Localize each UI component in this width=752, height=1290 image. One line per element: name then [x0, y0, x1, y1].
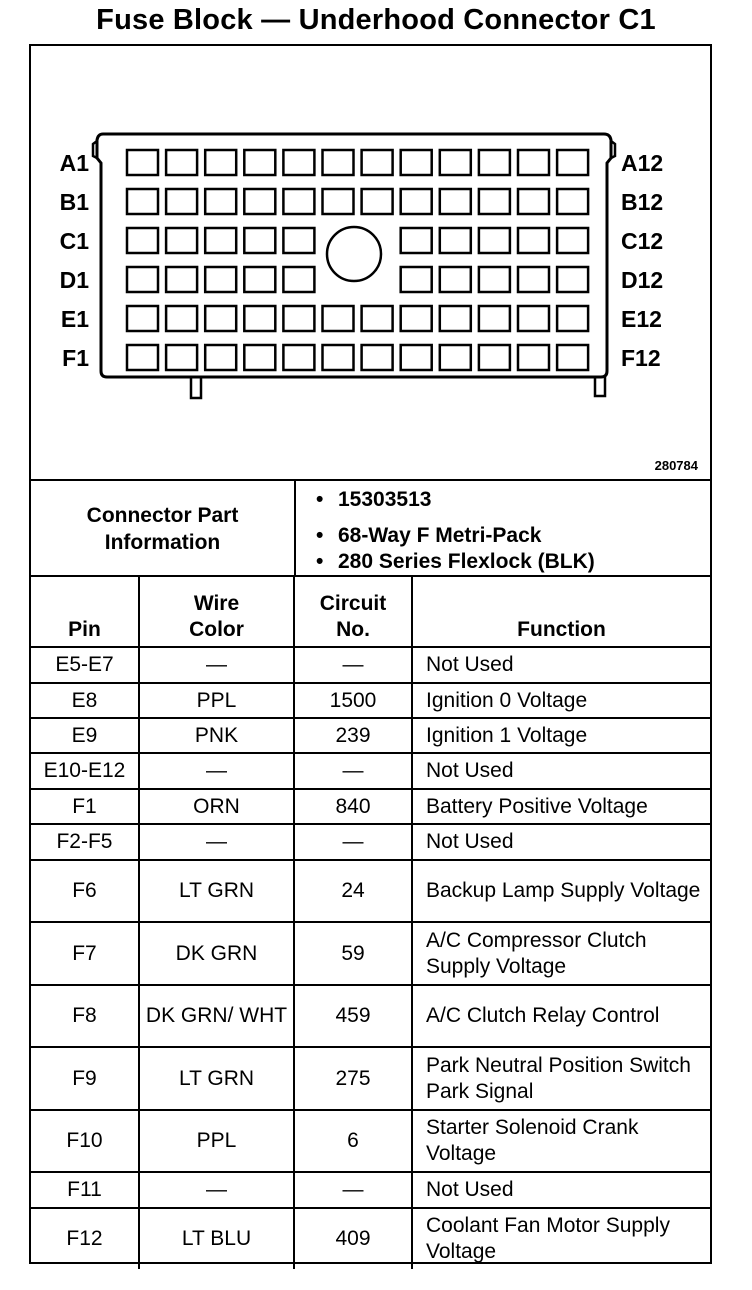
pin-cavity — [557, 228, 588, 253]
pin-cavity — [401, 189, 432, 214]
pin-cavity — [518, 150, 549, 175]
pin-cavity — [479, 189, 510, 214]
cell-wire-color: ORN — [139, 789, 294, 824]
cell-wire-color: — — [139, 647, 294, 683]
cell-pin: F2-F5 — [31, 824, 139, 860]
part-description-line1: • 68-Way F Metri-Pack — [338, 522, 541, 549]
cell-function: Backup Lamp Supply Voltage — [412, 860, 710, 922]
pin-cavity — [401, 306, 432, 331]
cell-pin: E10-E12 — [31, 753, 139, 789]
pin-cavity — [557, 345, 588, 370]
pin-label-right: E12 — [621, 306, 662, 332]
cell-wire-color: PPL — [139, 683, 294, 718]
header-pin-text: Pin — [68, 618, 101, 641]
pin-cavity — [440, 345, 471, 370]
pin-cavity — [166, 228, 197, 253]
cell-circuit: 840 — [294, 789, 412, 824]
pin-label-left: C1 — [59, 228, 89, 254]
pin-cavity — [362, 150, 393, 175]
table-body — [31, 647, 710, 1269]
pin-cavity — [479, 228, 510, 253]
cell-wire-color: — — [139, 824, 294, 860]
cell-circuit: 409 — [294, 1208, 412, 1269]
connector-part-info — [31, 479, 710, 577]
table-header-row — [31, 576, 710, 647]
table-row — [31, 753, 710, 789]
info-values — [294, 481, 710, 577]
cell-pin: E8 — [31, 683, 139, 718]
part-number: • 15303513 — [338, 486, 431, 513]
pin-label-left: F1 — [62, 345, 89, 371]
header-function-text: Function — [517, 618, 606, 641]
cell-wire-color: DK GRN/ WHT — [139, 985, 294, 1047]
pin-cavity — [205, 306, 236, 331]
pin-cavity — [557, 150, 588, 175]
connector-diagram — [31, 46, 710, 478]
table-row — [31, 860, 710, 922]
pin-cavity — [127, 189, 158, 214]
pin-cavity — [440, 150, 471, 175]
pin-cavity — [401, 228, 432, 253]
cell-function: Not Used — [412, 647, 710, 683]
cell-circuit: 1500 — [294, 683, 412, 718]
pin-label-right: F12 — [621, 345, 661, 371]
cell-wire-color: PPL — [139, 1110, 294, 1172]
table-row — [31, 683, 710, 718]
pin-cavity — [401, 345, 432, 370]
table-row — [31, 647, 710, 683]
pin-cavity — [518, 228, 549, 253]
cell-function: Park Neutral Position Switch Park Signal — [412, 1047, 710, 1110]
cell-circuit: 459 — [294, 985, 412, 1047]
pin-cavity — [283, 267, 314, 292]
cell-function: Starter Solenoid Crank Voltage — [412, 1110, 710, 1172]
pin-cavity — [127, 345, 158, 370]
cell-function: Ignition 1 Voltage — [412, 718, 710, 753]
pin-cavity — [518, 189, 549, 214]
cell-circuit: 239 — [294, 718, 412, 753]
pin-cavity — [401, 267, 432, 292]
pin-cavity — [205, 189, 236, 214]
pin-cavity — [283, 306, 314, 331]
pin-cavity — [440, 228, 471, 253]
cell-circuit: 275 — [294, 1047, 412, 1110]
pin-cavity — [244, 189, 275, 214]
header-wire-color-line1: Wire — [193, 592, 240, 615]
pin-label-left: D1 — [59, 267, 89, 293]
pin-cavity-grid — [127, 150, 588, 370]
cell-function: Not Used — [412, 753, 710, 789]
pin-cavity — [518, 306, 549, 331]
pin-label-left: A1 — [59, 150, 89, 176]
pin-cavity — [479, 345, 510, 370]
pin-cavity — [244, 267, 275, 292]
cell-function: Not Used — [412, 824, 710, 860]
pin-label-right: C12 — [621, 228, 664, 254]
pin-cavity — [518, 267, 549, 292]
pin-row-labels — [60, 150, 664, 371]
pin-label-right: D12 — [621, 267, 664, 293]
page-title: Fuse Block — Underhood Connector C1 — [96, 4, 656, 36]
cell-circuit: 6 — [294, 1110, 412, 1172]
table-row — [31, 985, 710, 1047]
pin-cavity — [283, 228, 314, 253]
pin-cavity — [518, 345, 549, 370]
cell-circuit: 24 — [294, 860, 412, 922]
pin-cavity — [244, 150, 275, 175]
pin-cavity — [557, 267, 588, 292]
cell-pin: F10 — [31, 1110, 139, 1172]
pin-cavity — [479, 150, 510, 175]
pin-cavity — [440, 306, 471, 331]
connector-frame — [29, 44, 712, 1264]
header-pin — [31, 576, 139, 647]
cell-wire-color: LT BLU — [139, 1208, 294, 1269]
cell-circuit: — — [294, 753, 412, 789]
cell-function: Coolant Fan Motor Supply Voltage — [412, 1208, 710, 1269]
cell-circuit: — — [294, 647, 412, 683]
pin-label-left: E1 — [60, 306, 89, 332]
pin-cavity — [283, 150, 314, 175]
pin-label-left: B1 — [59, 189, 89, 215]
cell-circuit: — — [294, 1172, 412, 1208]
cell-function: A/C Clutch Relay Control — [412, 985, 710, 1047]
header-wire-color-line2: Color — [189, 618, 244, 641]
pin-cavity — [440, 189, 471, 214]
pin-cavity — [127, 267, 158, 292]
cell-wire-color: DK GRN — [139, 922, 294, 985]
pin-cavity — [127, 306, 158, 331]
header-function — [412, 576, 710, 647]
pin-cavity — [440, 267, 471, 292]
pin-label-right: A12 — [621, 150, 664, 176]
center-bolt-hole — [327, 227, 381, 281]
cell-circuit: — — [294, 824, 412, 860]
header-circuit-line2: No. — [336, 618, 370, 641]
table-row — [31, 789, 710, 824]
header-circuit-line1: Circuit — [319, 592, 387, 615]
pin-cavity — [166, 189, 197, 214]
pin-cavity — [244, 306, 275, 331]
cell-function: Ignition 0 Voltage — [412, 683, 710, 718]
cell-pin: F7 — [31, 922, 139, 985]
pin-label-right: B12 — [621, 189, 664, 215]
pin-cavity — [323, 150, 354, 175]
table-row — [31, 1172, 710, 1208]
pin-cavity — [244, 228, 275, 253]
pin-cavity — [362, 345, 393, 370]
cell-wire-color: — — [139, 1172, 294, 1208]
pinout-table — [31, 575, 710, 1269]
pin-cavity — [362, 189, 393, 214]
cell-wire-color: PNK — [139, 718, 294, 753]
cell-wire-color: LT GRN — [139, 860, 294, 922]
cell-function: A/C Compressor Clutch Supply Voltage — [412, 922, 710, 985]
pin-cavity — [479, 306, 510, 331]
pin-cavity — [244, 345, 275, 370]
table-row — [31, 922, 710, 985]
table-row — [31, 1110, 710, 1172]
table-row — [31, 1208, 710, 1269]
pin-cavity — [557, 189, 588, 214]
right-latch-tab — [595, 377, 605, 396]
pin-cavity — [557, 306, 588, 331]
pin-cavity — [323, 189, 354, 214]
pin-cavity — [166, 267, 197, 292]
pin-cavity — [479, 267, 510, 292]
pin-cavity — [166, 345, 197, 370]
cell-circuit: 59 — [294, 922, 412, 985]
cell-pin: E5-E7 — [31, 647, 139, 683]
part-description-text: 280 Series Flexlock (BLK) — [338, 550, 595, 573]
cell-wire-color: LT GRN — [139, 1047, 294, 1110]
diagram-id: 280784 — [654, 458, 698, 473]
pin-cavity — [283, 345, 314, 370]
cell-pin: F6 — [31, 860, 139, 922]
pin-cavity — [205, 267, 236, 292]
cell-pin: F1 — [31, 789, 139, 824]
header-wire-color — [139, 576, 294, 647]
cell-function: Not Used — [412, 1172, 710, 1208]
part-description-line2 — [338, 548, 595, 575]
cell-pin: E9 — [31, 718, 139, 753]
connector-face-drawing — [31, 46, 710, 478]
table-row — [31, 718, 710, 753]
pin-cavity — [401, 150, 432, 175]
cell-pin: F9 — [31, 1047, 139, 1110]
header-circuit — [294, 576, 412, 647]
pin-cavity — [323, 345, 354, 370]
table-row — [31, 824, 710, 860]
cell-pin: F11 — [31, 1172, 139, 1208]
cell-pin: F8 — [31, 985, 139, 1047]
pin-cavity — [362, 306, 393, 331]
pin-cavity — [166, 150, 197, 175]
info-label: Connector Part Information — [86, 504, 239, 554]
pin-cavity — [205, 228, 236, 253]
pin-cavity — [205, 345, 236, 370]
left-latch-tab — [191, 377, 201, 398]
pin-cavity — [127, 150, 158, 175]
cell-wire-color: — — [139, 753, 294, 789]
pin-cavity — [283, 189, 314, 214]
pin-cavity — [323, 306, 354, 331]
pin-cavity — [166, 306, 197, 331]
pin-cavity — [205, 150, 236, 175]
table-row — [31, 1047, 710, 1110]
cell-pin: F12 — [31, 1208, 139, 1269]
pin-cavity — [127, 228, 158, 253]
cell-function: Battery Positive Voltage — [412, 789, 710, 824]
